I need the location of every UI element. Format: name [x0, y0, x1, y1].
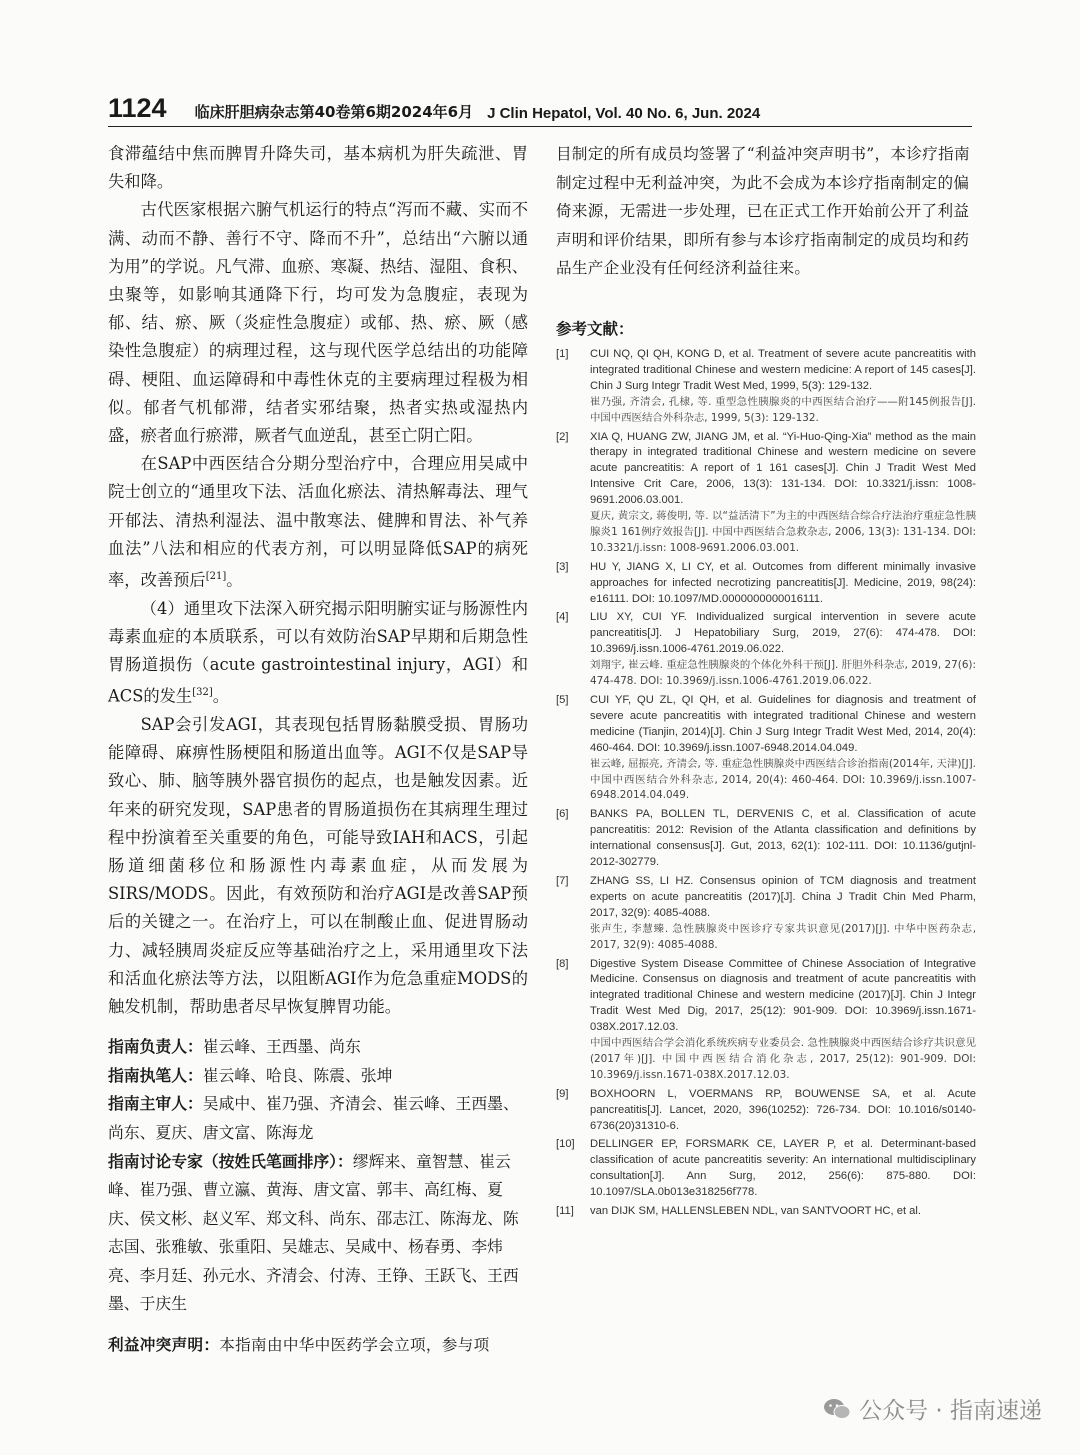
coi-text: 本指南由中华中医药学会立项，参与项 — [219, 1336, 490, 1355]
guide-experts — [108, 1148, 528, 1320]
right-column — [556, 140, 976, 1223]
reference-item — [556, 1087, 976, 1135]
conflict-of-interest — [108, 1331, 528, 1360]
guide-writer-value: 崔云峰、哈良、陈震、张坤 — [202, 1065, 393, 1085]
left-column — [108, 140, 528, 1360]
reference-number: [6] — [556, 808, 569, 821]
paragraph-1: 食滞蕴结中焦而脾胃升降失司，基本病机为肝失疏泄、胃失和降。 — [108, 144, 528, 192]
reference-number: [5] — [556, 694, 569, 706]
paragraph-4 — [108, 595, 528, 711]
running-header — [108, 88, 972, 127]
paragraph-4-end: 。 — [212, 686, 230, 706]
reference-number: [1] — [556, 347, 569, 360]
reference-cn: 刘翔宇, 崔云峰. 重症急性胰腺炎的个体化外科干预[J]. 肝胆外科杂志, 2019, 27(6): 474-478. DOI: 10.3969/j.issn.1006-4761.2019.06.022. — [590, 659, 976, 688]
guide-reviewer-label: 指南主审人： — [108, 1094, 203, 1114]
guide-experts-label: 指南讨论专家（按姓氏笔画排序）： — [108, 1151, 353, 1171]
paragraph-4-text: （4）通里攻下法深入研究揭示阳明腑实证与肠源性内毒素血症的本质联系，可以有效防治SAP早期和后期急性胃肠道损伤（acute gastrointestinal injury，AGI）和ACS的发生 — [108, 598, 528, 706]
wechat-icon — [823, 1398, 851, 1420]
reference-item — [556, 430, 976, 557]
reference-en: BOXHOORN L, VOERMANS RP, BOUWENSE SA, et al. Acute pancreatitis[J]. Lancet, 2020, 396(10252): 726-734. DOI: 10.1016/s0140-6736(20)31310-6. — [590, 1087, 976, 1132]
reference-item — [556, 957, 976, 1084]
journal-title-en: J Clin Hepatol, Vol. 40 No. 6, Jun. 2024 — [487, 105, 761, 122]
reference-item — [556, 874, 976, 954]
reference-en: DELLINGER EP, FORSMARK CE, LAYER P, et al. Determinant-based classification of acute pancreatitis severity: An international multidisciplinary consultation[J]. Ann Surg, 2012, 256(6): 875-880. DOI: 10.1097/SLA.0b013e318256f778. — [590, 1138, 976, 1199]
reference-number: [2] — [556, 430, 569, 443]
paragraph-5: SAP会引发AGI，其表现包括胃肠黏膜受损、胃肠功能障碍、麻痹性肠梗阻和肠道出血等。AGI不仅是SAP导致心、肺、脑等胰外器官损伤的起点，也是触发因素。近年来的研究发现，SAP患者的胃肠道损伤在其病理生理过程中扮演着至关重要的角色，可能导致IAH和ACS，引起肠道细菌移位和肠源性内毒素血症，从而发展为SIRS/MODS。因此，有效预防和治疗AGI是改善SAP预后的关键之一。在治疗上，可以在制酸止血、促进胃肠动力、减轻胰周炎症反应等基础治疗之上，采用通里攻下法和活血化瘀法等方法，以阻断AGI作为危急重症MODS的触发机制，帮助患者尽早恢复脾胃功能。 — [108, 714, 528, 1016]
reference-en: ZHANG SS, LI HZ. Consensus opinion of TCM diagnosis and treatment experts on acute pancreatitis (2017)[J]. China J Tradit Chin Med Pharm, 2017, 32(9): 4085-4088. — [590, 874, 976, 919]
watermark — [823, 1392, 1042, 1425]
reference-item — [556, 1204, 976, 1220]
reference-en: HU Y, JIANG X, LI CY, et al. Outcomes from different minimally invasive approaches for infected necrotizing pancreatitis[J]. Medicine, 2019, 98(24): e16111. DOI: 10.1097/MD.0000000000016111. — [590, 560, 976, 605]
guide-reviewer — [108, 1090, 528, 1147]
reference-cn: 崔乃强, 齐清会, 孔棣, 等. 重型急性胰腺炎的中西医结合治疗——附145例报告[J]. 中国中西医结合外科杂志, 1999, 5(3): 129-132. — [590, 395, 976, 424]
reference-cn: 中国中西医结合学会消化系统疾病专业委员会. 急性胰腺炎中西医结合诊疗共识意见(2017年)[J]. 中国中西医结合消化杂志, 2017, 25(12): 901-909. DOI: 10.3969/j.issn.1671-038X.2017.12.03. — [590, 1037, 976, 1081]
guide-writer-label: 指南执笔人： — [108, 1065, 203, 1085]
citation-32: [32] — [192, 687, 213, 699]
guide-experts-value: 缪辉来、童智慧、崔云峰、崔乃强、曹立瀛、黄海、唐文富、郭丰、高红梅、夏庆、侯文彬、赵义军、郑文科、尚东、邵志江、陈海龙、陈志国、张雅敏、张重阳、吴雄志、吴咸中、杨春勇、李炜亮、李月廷、孙元水、齐清会、付涛、王铮、王跃飞、王西墨、于庆生 — [108, 1151, 519, 1314]
reference-en: LIU XY, CUI YF. Individualized surgical intervention in severe acute pancreatitis[J]. J Hepatobiliary Surg, 2019, 27(6): 474-478. DOI: 10.3969/j.issn.1006-4761.2019.06.022. — [590, 611, 976, 656]
reference-item — [556, 693, 976, 804]
reference-item — [556, 1137, 976, 1201]
paragraph-2: 古代医家根据六腑气机运行的特点“泻而不藏、实而不满、动而不静、善行不守、降而不升”，总结出“六腑以通为用”的学说。凡气滞、血瘀、寒凝、热结、湿阻、食积、虫聚等，如影响其通降下行，均可发为急腹症，表现为郁、结、瘀、厥（炎症性急腹症）或郁、热、瘀、厥（感染性急腹症）的病理过程，这与现代医学总结出的功能障碍、梗阻、血运障碍和中毒性休克的主要病理过程极为相似。郁者气机郁滞，结者实邪结聚，热者实热或湿热内盛，瘀者血行瘀滞，厥者气血逆乱，甚至亡阴亡阳。 — [108, 200, 528, 446]
paragraph-3 — [108, 450, 528, 594]
reference-number: [3] — [556, 560, 569, 573]
reference-en: CUI YF, QU ZL, QI QH, et al. Guidelines for diagnosis and treatment of severe acute pancreatitis with integrated traditional Chinese and western medicine (Tianjin, 2014)[J]. Chin J Surg Integr Tradit West Med, 2014, 20(4): 460-464. DOI: 10.3969/j.issn.1007-6948.2014.04.049. — [590, 694, 976, 754]
reference-en: XIA Q, HUANG ZW, JIANG JM, et al. “Yi-Huo-Qing-Xia” method as the main therapy in integrated traditional Chinese and western medicine on severe acute pancreatitis: A report of 1 161 cases[J]. Chin J Tradit West Med Intensive Crit Care, 2006, 13(3): 131-134. DOI: 10.3321/j.issn: 1008-9691.2006.03.001. — [590, 430, 976, 507]
reference-cn: 夏庆, 黄宗文, 蒋俊明, 等. 以“益活清下”为主的中西医结合综合疗法治疗重症急性胰腺炎1 161例疗效报告[J]. 中国中西医结合急救杂志, 2006, 13(3): 131-134. DOI: 10.3321/j.issn: 1008-9691.2006.03.001. — [590, 510, 976, 554]
reference-number: [11] — [556, 1205, 574, 1218]
references-heading: 参考文献： — [556, 319, 634, 338]
guide-leader-value: 崔云峰、王西墨、尚东 — [202, 1037, 361, 1057]
reference-number: [8] — [556, 957, 569, 970]
reference-item — [556, 807, 976, 871]
reference-number: [4] — [556, 611, 569, 624]
reference-en: van DIJK SM, HALLENSLEBEN NDL, van SANTVOORT HC, et al. — [590, 1205, 921, 1218]
coi-continued: 目制定的所有成员均签署了“利益冲突声明书”，本诊疗指南制定过程中无利益冲突，为此不会成为本诊疗指南制定的偏倚来源，无需进一步处理，已在正式工作开始前公开了利益声明和评价结果，即所有参与本诊疗指南制定的成员均和药品生产企业没有任何经济利益往来。 — [556, 145, 970, 278]
reference-en: Digestive System Disease Committee of Chinese Association of Integrative Medicine. Consensus on diagnosis and treatment of acute pancreatitis with integrated traditional Chinese and western medicine (2017)[J]. Chin J Integr Tradit West Med Dig, 2017, 25(12): 901-909. DOI: 10.3969/j.issn.1671-038X.2017.12.03. — [590, 957, 976, 1034]
reference-item — [556, 560, 976, 608]
journal-title-cn: 临床肝胆病杂志第40卷第6期2024年6月 — [194, 103, 474, 121]
paragraph-3-end: 。 — [226, 570, 243, 590]
citation-21: [21] — [205, 571, 227, 583]
coi-label: 利益冲突声明： — [108, 1335, 220, 1355]
reference-number: [7] — [556, 874, 569, 887]
reference-item — [556, 610, 976, 690]
reference-list — [556, 347, 976, 1220]
guide-reviewer-value: 吴咸中、崔乃强、齐清会、崔云峰、王西墨、尚东、夏庆、唐文富、陈海龙 — [108, 1094, 519, 1142]
reference-en: CUI NQ, QI QH, KONG D, et al. Treatment of severe acute pancreatitis with integrated traditional Chinese and western medicine: A report of 145 cases[J]. Chin J Surg Integr Tradit West Med, 1999, 5(3): 129-132. — [590, 347, 976, 392]
reference-cn: 崔云峰, 屈振亮, 齐清会, 等. 重症急性胰腺炎中西医结合诊治指南(2014年, 天津)[J]. 中国中西医结合外科杂志, 2014, 20(4): 460-464. DOI: 10.3969/j.issn.1007-6948.2014.04.049. — [590, 757, 976, 802]
paragraph-3-text: 在SAP中西医结合分期分型治疗中，合理应用吴咸中院士创立的“通里攻下法、活血化瘀法、清热解毒法、理气开郁法、清热利湿法、温中散寒法、健脾和胃法、补气养血法”八法和相应的代表方剂，可以明显降低SAP的病死率，改善预后 — [108, 454, 528, 590]
guide-leader-label: 指南负责人： — [108, 1037, 203, 1057]
guide-leader — [108, 1033, 528, 1062]
reference-number: [9] — [556, 1087, 569, 1100]
guide-writer — [108, 1062, 528, 1091]
reference-cn: 张声生, 李慧臻. 急性胰腺炎中医诊疗专家共识意见(2017)[J]. 中华中医药杂志, 2017, 32(9): 4085-4088. — [590, 922, 976, 951]
reference-item — [556, 347, 976, 427]
reference-number: [10] — [556, 1138, 575, 1151]
page-number: 1124 — [108, 93, 167, 123]
watermark-text: 公众号 · 指南速递 — [859, 1398, 1042, 1424]
reference-en: BANKS PA, BOLLEN TL, DERVENIS C, et al. Classification of acute pancreatitis: 2012: Revision of the Atlanta classification and definitions by international consensus[J]. Gut, 2013, 62(1): 102-111. DOI: 10.1136/gutjnl-2012-302779. — [590, 808, 976, 869]
